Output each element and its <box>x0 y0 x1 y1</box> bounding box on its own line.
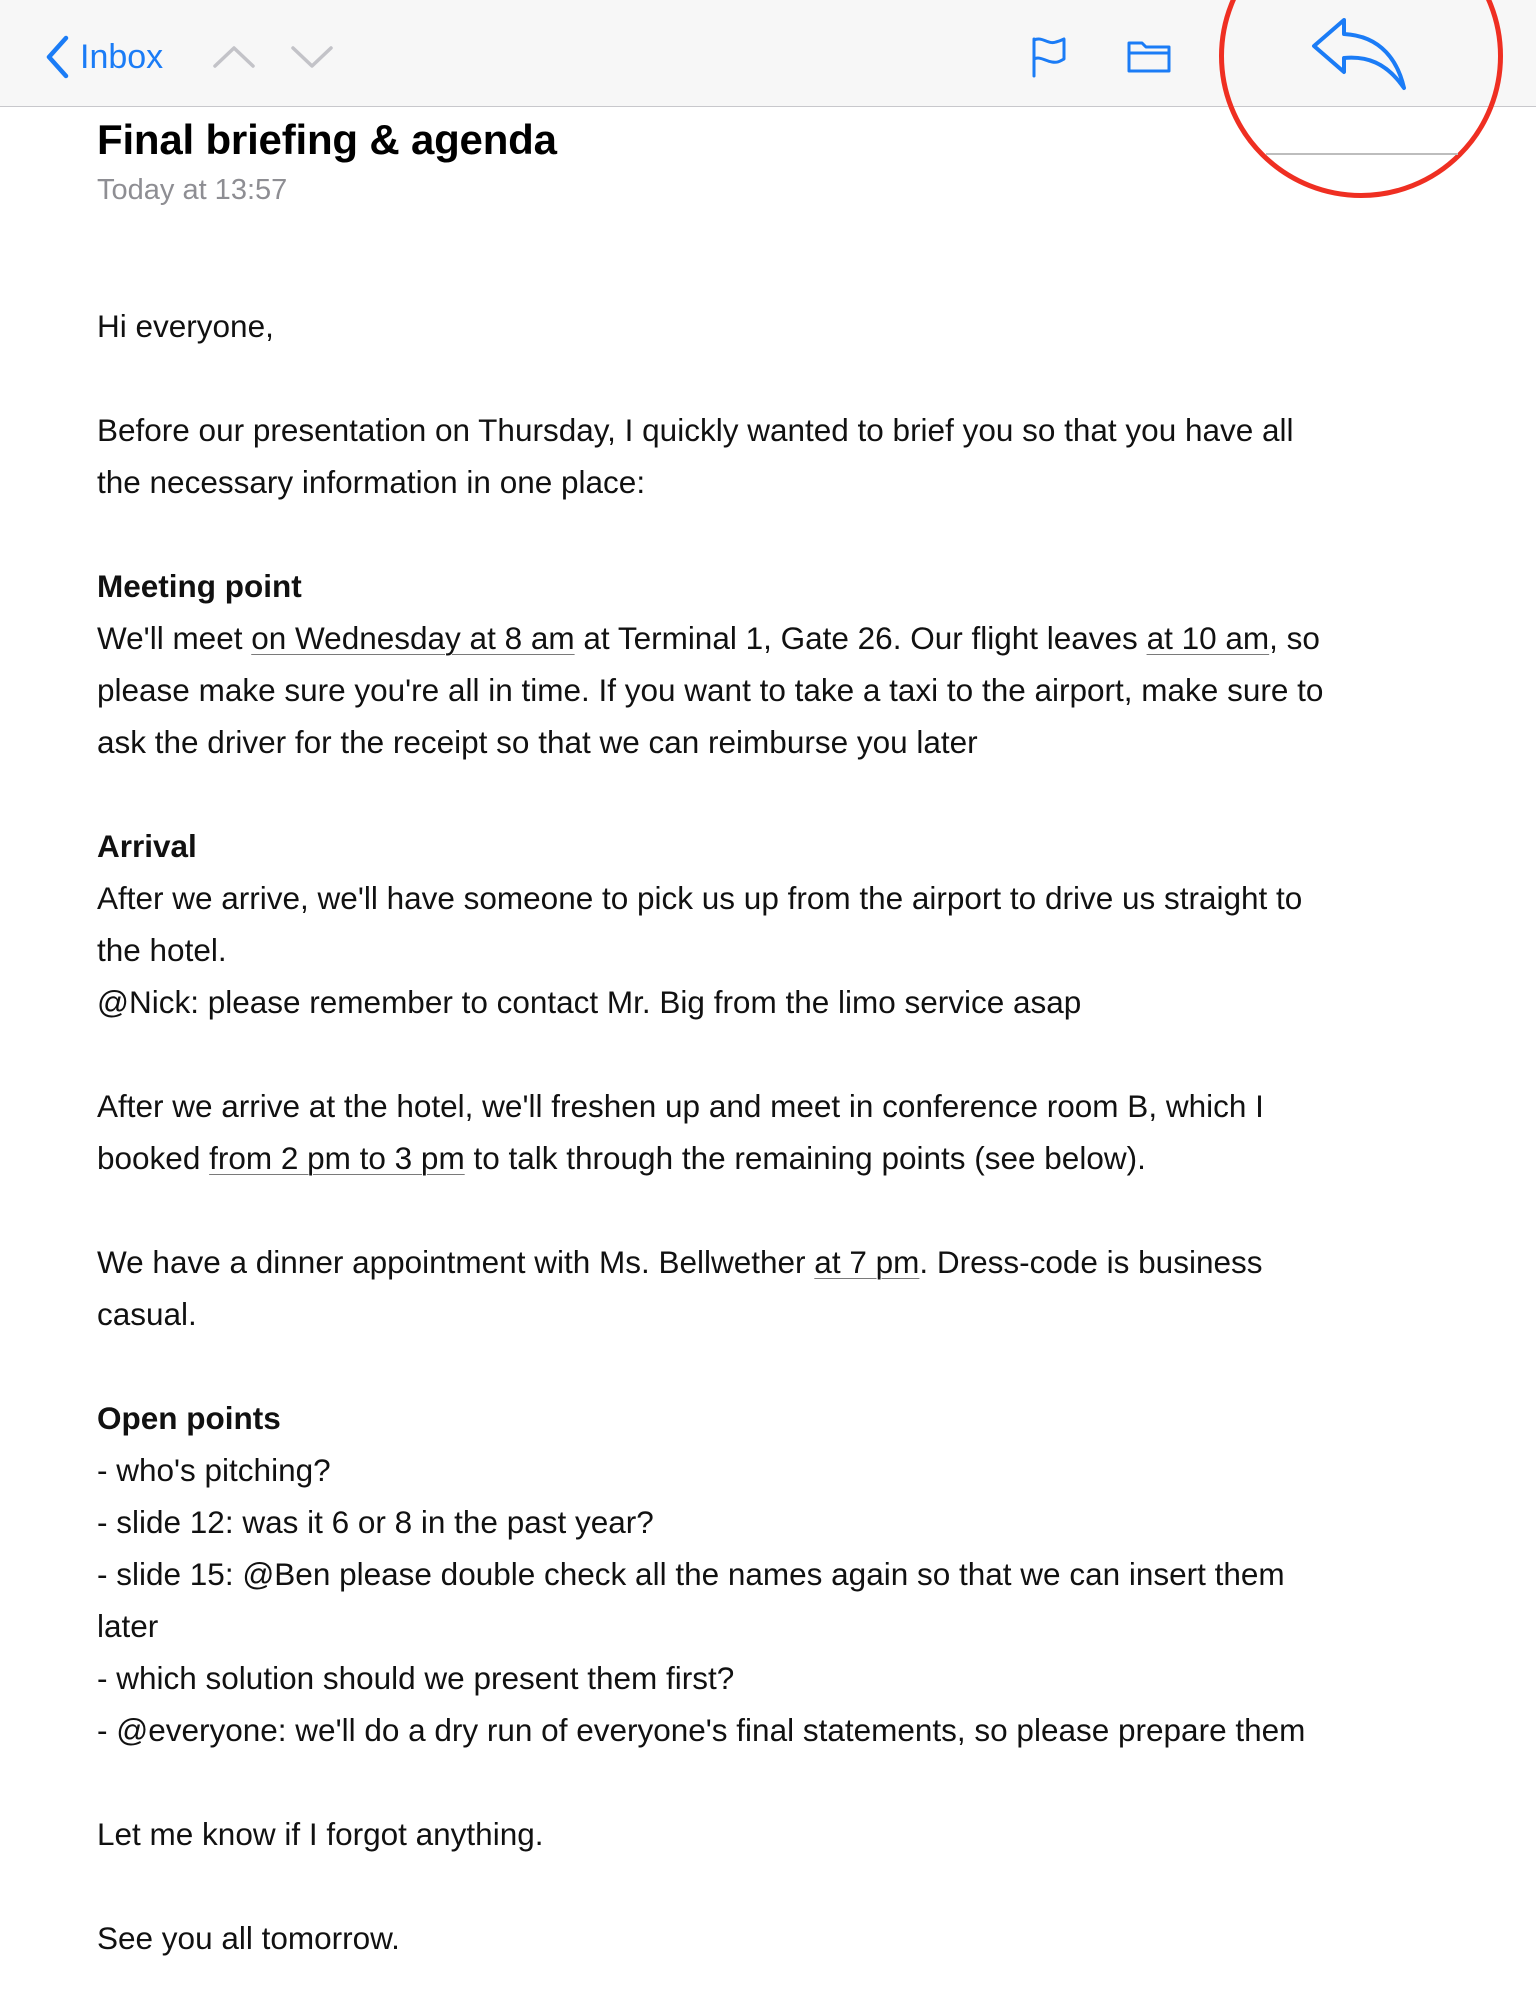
list-item: - @everyone: we'll do a dry run of everyone's final statements, so please prepare them <box>97 1712 1306 1748</box>
body-line: ask the driver for the receipt so that we can reimburse you later <box>97 724 978 760</box>
body-text: at Terminal 1, Gate 26. Our flight leaves <box>574 620 1147 656</box>
message-body <box>97 300 1437 2015</box>
hotel-paragraph <box>97 1080 1437 1184</box>
greeting-paragraph <box>97 300 1437 352</box>
divider <box>1266 153 1458 155</box>
body-line: @Nick: please remember to contact Mr. Big from the limo service asap <box>97 984 1082 1020</box>
body-line <box>97 1132 1437 1184</box>
body-line: Before our presentation on Thursday, I quickly wanted to brief you so that you have all <box>97 412 1294 448</box>
back-label: Inbox <box>80 38 164 76</box>
body-line: After we arrive at the hotel, we'll freshen up and meet in conference room B, which I <box>97 1088 1264 1124</box>
chevron-up-icon[interactable] <box>212 44 256 70</box>
body-line: After we arrive, we'll have someone to pick us up from the airport to drive us straight to <box>97 880 1303 916</box>
message-date: Today at 13:57 <box>97 174 288 206</box>
intro-paragraph <box>97 404 1437 508</box>
arrival-section <box>97 820 1437 1028</box>
body-line: please make sure you're all in time. If you want to take a taxi to the airport, make sure to <box>97 672 1324 708</box>
toolbar <box>0 0 1536 107</box>
time-link[interactable]: at 7 pm <box>814 1244 920 1280</box>
body-line <box>97 612 1437 664</box>
list-item: - slide 12: was it 6 or 8 in the past year? <box>97 1504 654 1540</box>
chevron-left-icon <box>44 34 70 80</box>
folder-icon[interactable] <box>1126 38 1172 74</box>
time-range-link[interactable]: from 2 pm to 3 pm <box>209 1140 465 1176</box>
body-line: Let me know if I forgot anything. <box>97 1816 544 1852</box>
body-text: to talk through the remaining points (see below). <box>464 1140 1146 1176</box>
section-heading: Arrival <box>97 828 197 864</box>
back-to-inbox-button[interactable] <box>44 34 163 80</box>
section-heading: Meeting point <box>97 568 302 604</box>
body-line: the hotel. <box>97 932 227 968</box>
meeting-section <box>97 560 1437 768</box>
time-link[interactable]: at 10 am <box>1146 620 1270 656</box>
body-text: , so <box>1269 620 1320 656</box>
list-item: later <box>97 1608 159 1644</box>
closing-paragraph <box>97 1808 1437 1860</box>
body-line <box>97 1236 1437 1288</box>
sign-off-paragraph <box>97 1912 1437 1964</box>
body-line: the necessary information in one place: <box>97 464 646 500</box>
message-subject: Final briefing & agenda <box>97 116 557 163</box>
body-text: booked <box>97 1140 210 1176</box>
body-text: We have a dinner appointment with Ms. Bellwether <box>97 1244 815 1280</box>
body-text: . Dress-code is business <box>919 1244 1263 1280</box>
section-heading: Open points <box>97 1400 281 1436</box>
body-line: See you all tomorrow. <box>97 1920 400 1956</box>
open-points-section <box>97 1392 1437 1756</box>
date-link[interactable]: on Wednesday at 8 am <box>251 620 575 656</box>
list-item: - which solution should we present them first? <box>97 1660 735 1696</box>
list-item: - who's pitching? <box>97 1452 331 1488</box>
body-line: casual. <box>97 1296 197 1332</box>
body-line: Hi everyone, <box>97 308 274 344</box>
chevron-down-icon[interactable] <box>290 44 334 70</box>
dinner-paragraph <box>97 1236 1437 1340</box>
body-text: We'll meet <box>97 620 252 656</box>
reply-icon[interactable] <box>1308 14 1414 94</box>
flag-icon[interactable] <box>1030 36 1068 78</box>
list-item: - slide 15: @Ben please double check all the names again so that we can insert them <box>97 1556 1285 1592</box>
